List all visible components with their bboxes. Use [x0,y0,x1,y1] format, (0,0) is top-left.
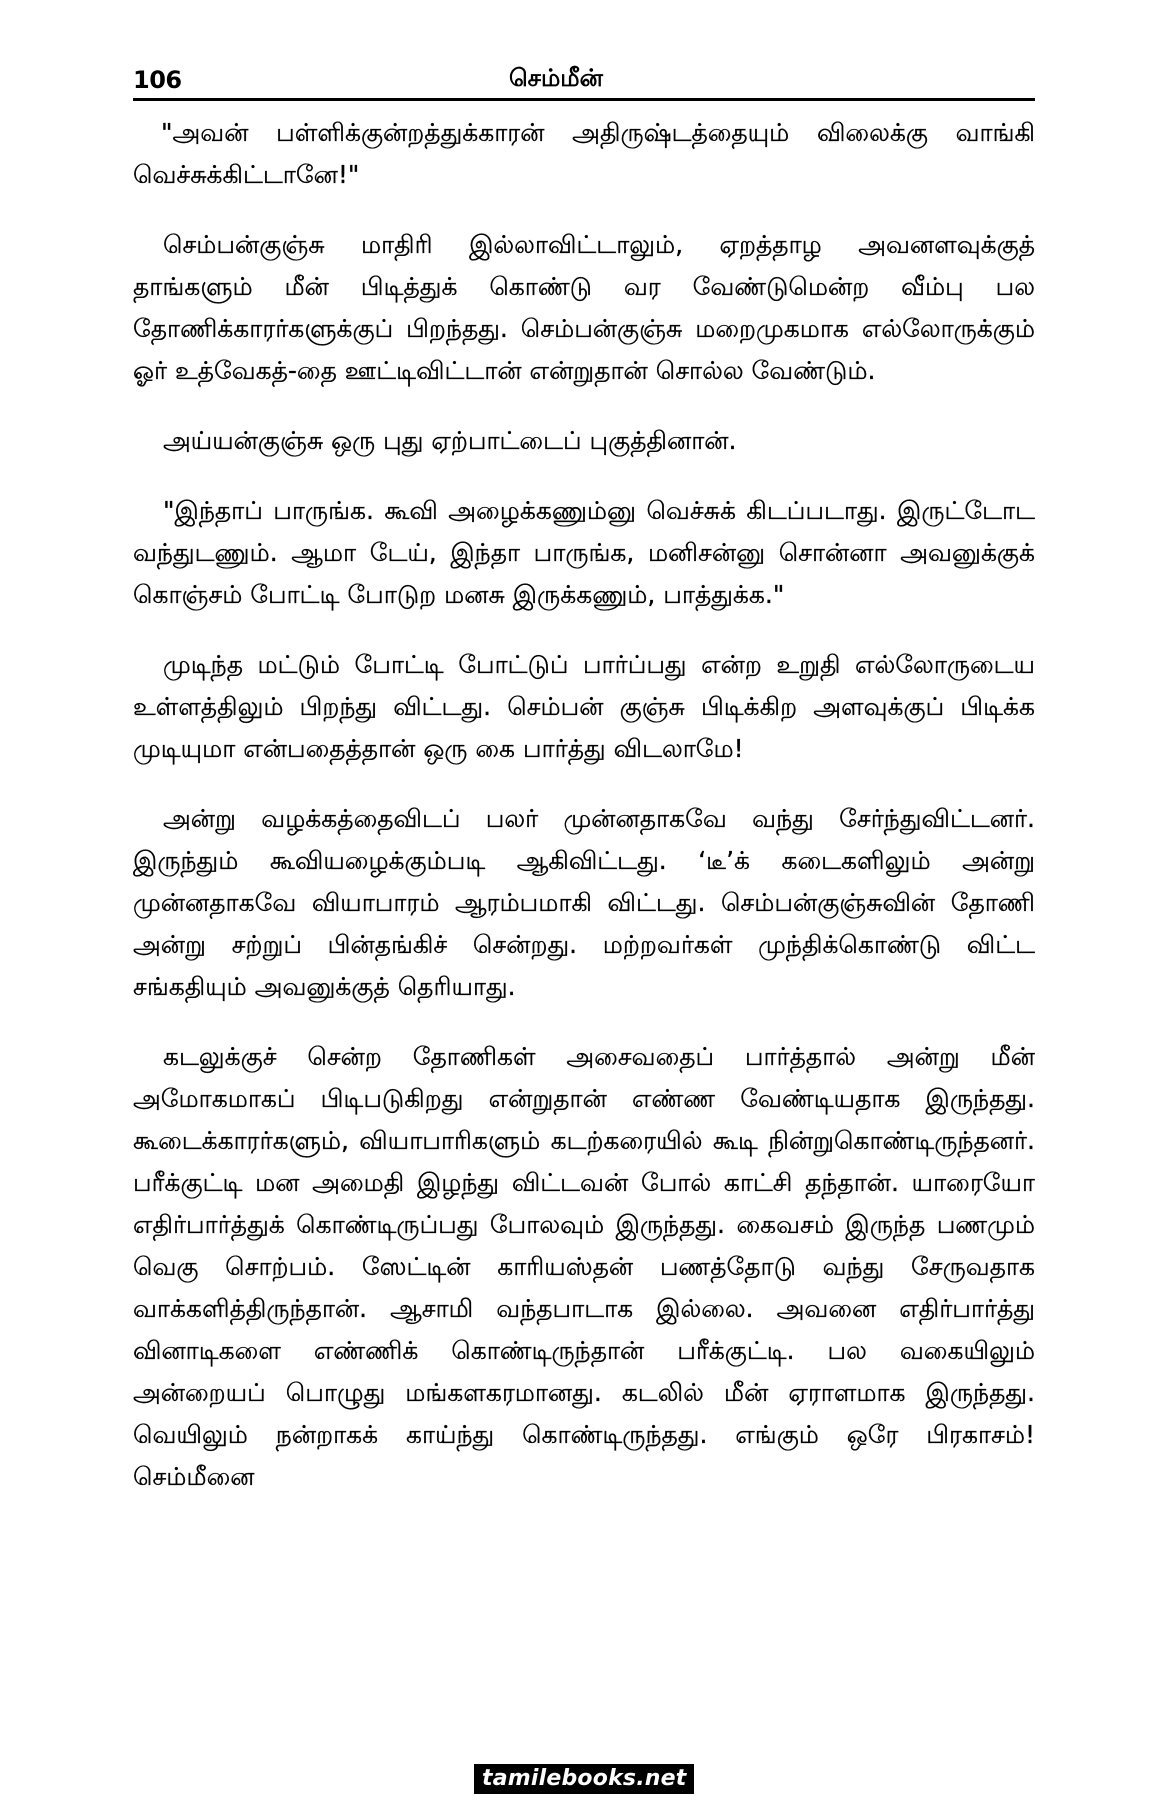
paragraph: "அவன் பள்ளிக்குன்றத்துக்காரன் அதிருஷ்டத்தையும் விலைக்கு வாங்கி வெச்சுக்கிட்டானே!" [133,118,1035,189]
header-divider [133,98,1035,101]
paragraph: "இந்தாப் பாருங்க. கூவி அழைக்கணும்னு வெச்சுக் கிடப்படாது. இருட்டோட வந்துடணும். ஆமா டேய், இந்தா பாருங்க, மனிசன்னு சொன்னா அவனுக்குக் கொஞ்சம் போட்டி போடுற மனசு இருக்கணும், பாத்துக்க." [133,496,1035,609]
page-number: 106 [133,66,182,94]
watermark-badge: tamilebooks.net [474,1764,694,1794]
paragraph: அன்று வழக்கத்தைவிடப் பலர் முன்னதாகவே வந்து சேர்ந்துவிட்டனர். இருந்தும் கூவியழைக்கும்படி ஆகிவிட்டது. ‘டீ’க் கடைகளிலும் அன்று முன்னதாகவே வியாபாரம் ஆரம்பமாகி விட்டது. செம்பன்குஞ்சுவின் தோணி அன்று சற்றுப் பின்தங்கிச் சென்றது. மற்றவர்கள் முந்திக்கொண்டு விட்ட சங்கதியும் அவனுக்குத் தெரியாது. [133,804,1035,1001]
paragraph: முடிந்த மட்டும் போட்டி போட்டுப் பார்ப்பது என்ற உறுதி எல்லோருடைய உள்ளத்திலும் பிறந்து விட்டது. செம்பன் குஞ்சு பிடிக்கிற அளவுக்குப் பிடிக்க முடியுமா என்பதைத்தான் ஒரு கை பார்த்து விடலாமே! [133,650,1035,763]
paragraph: அய்யன்குஞ்சு ஒரு புது ஏற்பாட்டைப் புகுத்தினான். [163,426,737,455]
paragraph: செம்பன்குஞ்சு மாதிரி இல்லாவிட்டாலும், ஏறத்தாழ அவனளவுக்குத் தாங்களும் மீன் பிடித்துக் கொண்டு வர வேண்டுமென்ற வீம்பு பல தோணிக்காரர்களுக்குப் பிறந்தது. செம்பன்குஞ்சு மறைமுகமாக எல்லோருக்கும் ஓர் உத்வேகத்-தை ஊட்டிவிட்டான் என்றுதான் சொல்ல வேண்டும். [133,230,1035,385]
body-text [133,112,1035,1526]
running-title: செம்மீன் [509,64,603,92]
page-header [133,66,1033,102]
paragraph: கடலுக்குச் சென்ற தோணிகள் அசைவதைப் பார்த்தால் அன்று மீன் அமோகமாகப் பிடிபடுகிறது என்றுதான் எண்ண வேண்டியதாக இருந்தது. கூடைக்காரர்களும், வியாபாரிகளும் கடற்கரையில் கூடி நின்றுகொண்டிருந்தனர். பரீக்குட்டி மன அமைதி இழந்து விட்டவன் போல் காட்சி தந்தான். யாரையோ எதிர்பார்த்துக் கொண்டிருப்பது போலவும் இருந்தது. கைவசம் இருந்த பணமும் வெகு சொற்பம். ஸேட்டின் காரியஸ்தன் பணத்தோடு வந்து சேருவதாக வாக்களித்திருந்தான். ஆசாமி வந்தபாடாக இல்லை. அவனை எதிர்பார்த்து வினாடிகளை எண்ணிக் கொண்டிருந்தான் பரீக்குட்டி. பல வகையிலும் அன்றையப் பொழுது மங்களகரமானது. கடலில் மீன் ஏராளமாக இருந்தது. வெயிலும் நன்றாகக் காய்ந்து கொண்டிருந்தது. எங்கும் ஒரே பிரகாசம்! செம்மீனை [133,1042,1035,1491]
